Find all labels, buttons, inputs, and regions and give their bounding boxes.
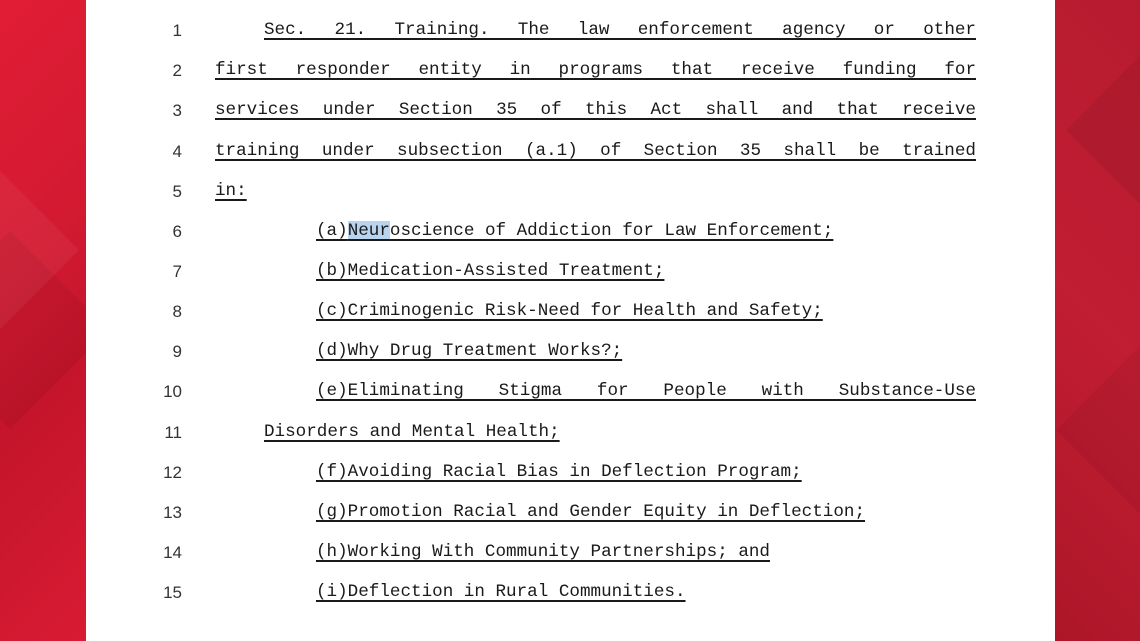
document-line (86, 420, 1055, 450)
line-number: 14 (163, 543, 182, 562)
document-line (86, 299, 1055, 329)
document-line (86, 580, 1055, 610)
document-line (86, 58, 1055, 88)
line-text: Disorders and Mental Health; (264, 422, 560, 442)
selected-text-highlight[interactable]: Neur (347, 221, 390, 241)
document-line (86, 219, 1055, 249)
document-line (86, 18, 1055, 48)
line-text: (f)Avoiding Racial Bias in Deflection Program; (316, 462, 802, 482)
line-number: 1 (172, 21, 182, 40)
item-prefix: (a) (316, 221, 348, 241)
item-text: oscience of Addiction for Law Enforcement; (389, 221, 834, 241)
document-line (86, 500, 1055, 530)
left-red-border (0, 0, 86, 641)
line-text: (e)Eliminating Stigma for People with Substance-Use (316, 381, 976, 401)
line-number: 7 (172, 262, 182, 281)
line-text: Sec. 21. Training. The law enforcement agency or other (264, 20, 976, 40)
line-text: (g)Promotion Racial and Gender Equity in Deflection; (316, 502, 866, 522)
line-number: 13 (163, 503, 182, 522)
line-number: 9 (172, 342, 182, 361)
line-text: in: (215, 181, 247, 201)
decorative-chevron (1066, 31, 1140, 229)
line-text: first responder entity in programs that receive funding for (215, 60, 976, 80)
line-number: 12 (163, 463, 182, 482)
line-number: 8 (172, 302, 182, 321)
document-line (86, 540, 1055, 570)
line-number: 4 (172, 142, 182, 161)
document-line (86, 259, 1055, 289)
decorative-chevron (1056, 331, 1140, 529)
line-number: 15 (163, 583, 182, 602)
right-red-border (1055, 0, 1140, 641)
line-text: (h)Working With Community Partnerships; and (316, 542, 770, 562)
line-number: 2 (172, 61, 182, 80)
line-text (316, 221, 833, 241)
document-page (86, 0, 1055, 641)
line-number: 5 (172, 182, 182, 201)
document-line (86, 139, 1055, 169)
document-line (86, 179, 1055, 209)
line-text: (b)Medication-Assisted Treatment; (316, 261, 665, 281)
line-text: training under subsection (a.1) of Section 35 shall be trained (215, 141, 976, 161)
line-text: (c)Criminogenic Risk-Need for Health and Safety; (316, 301, 823, 321)
document-line (86, 379, 1055, 409)
document-line (86, 98, 1055, 128)
line-text: (i)Deflection in Rural Communities. (316, 582, 686, 602)
document-line (86, 339, 1055, 369)
line-number: 3 (172, 101, 182, 120)
line-number: 10 (163, 382, 182, 401)
line-text: services under Section 35 of this Act shall and that receive (215, 100, 976, 120)
line-number: 6 (172, 222, 182, 241)
document-line (86, 460, 1055, 490)
line-number: 11 (164, 423, 182, 442)
line-text: (d)Why Drug Treatment Works?; (316, 341, 623, 361)
